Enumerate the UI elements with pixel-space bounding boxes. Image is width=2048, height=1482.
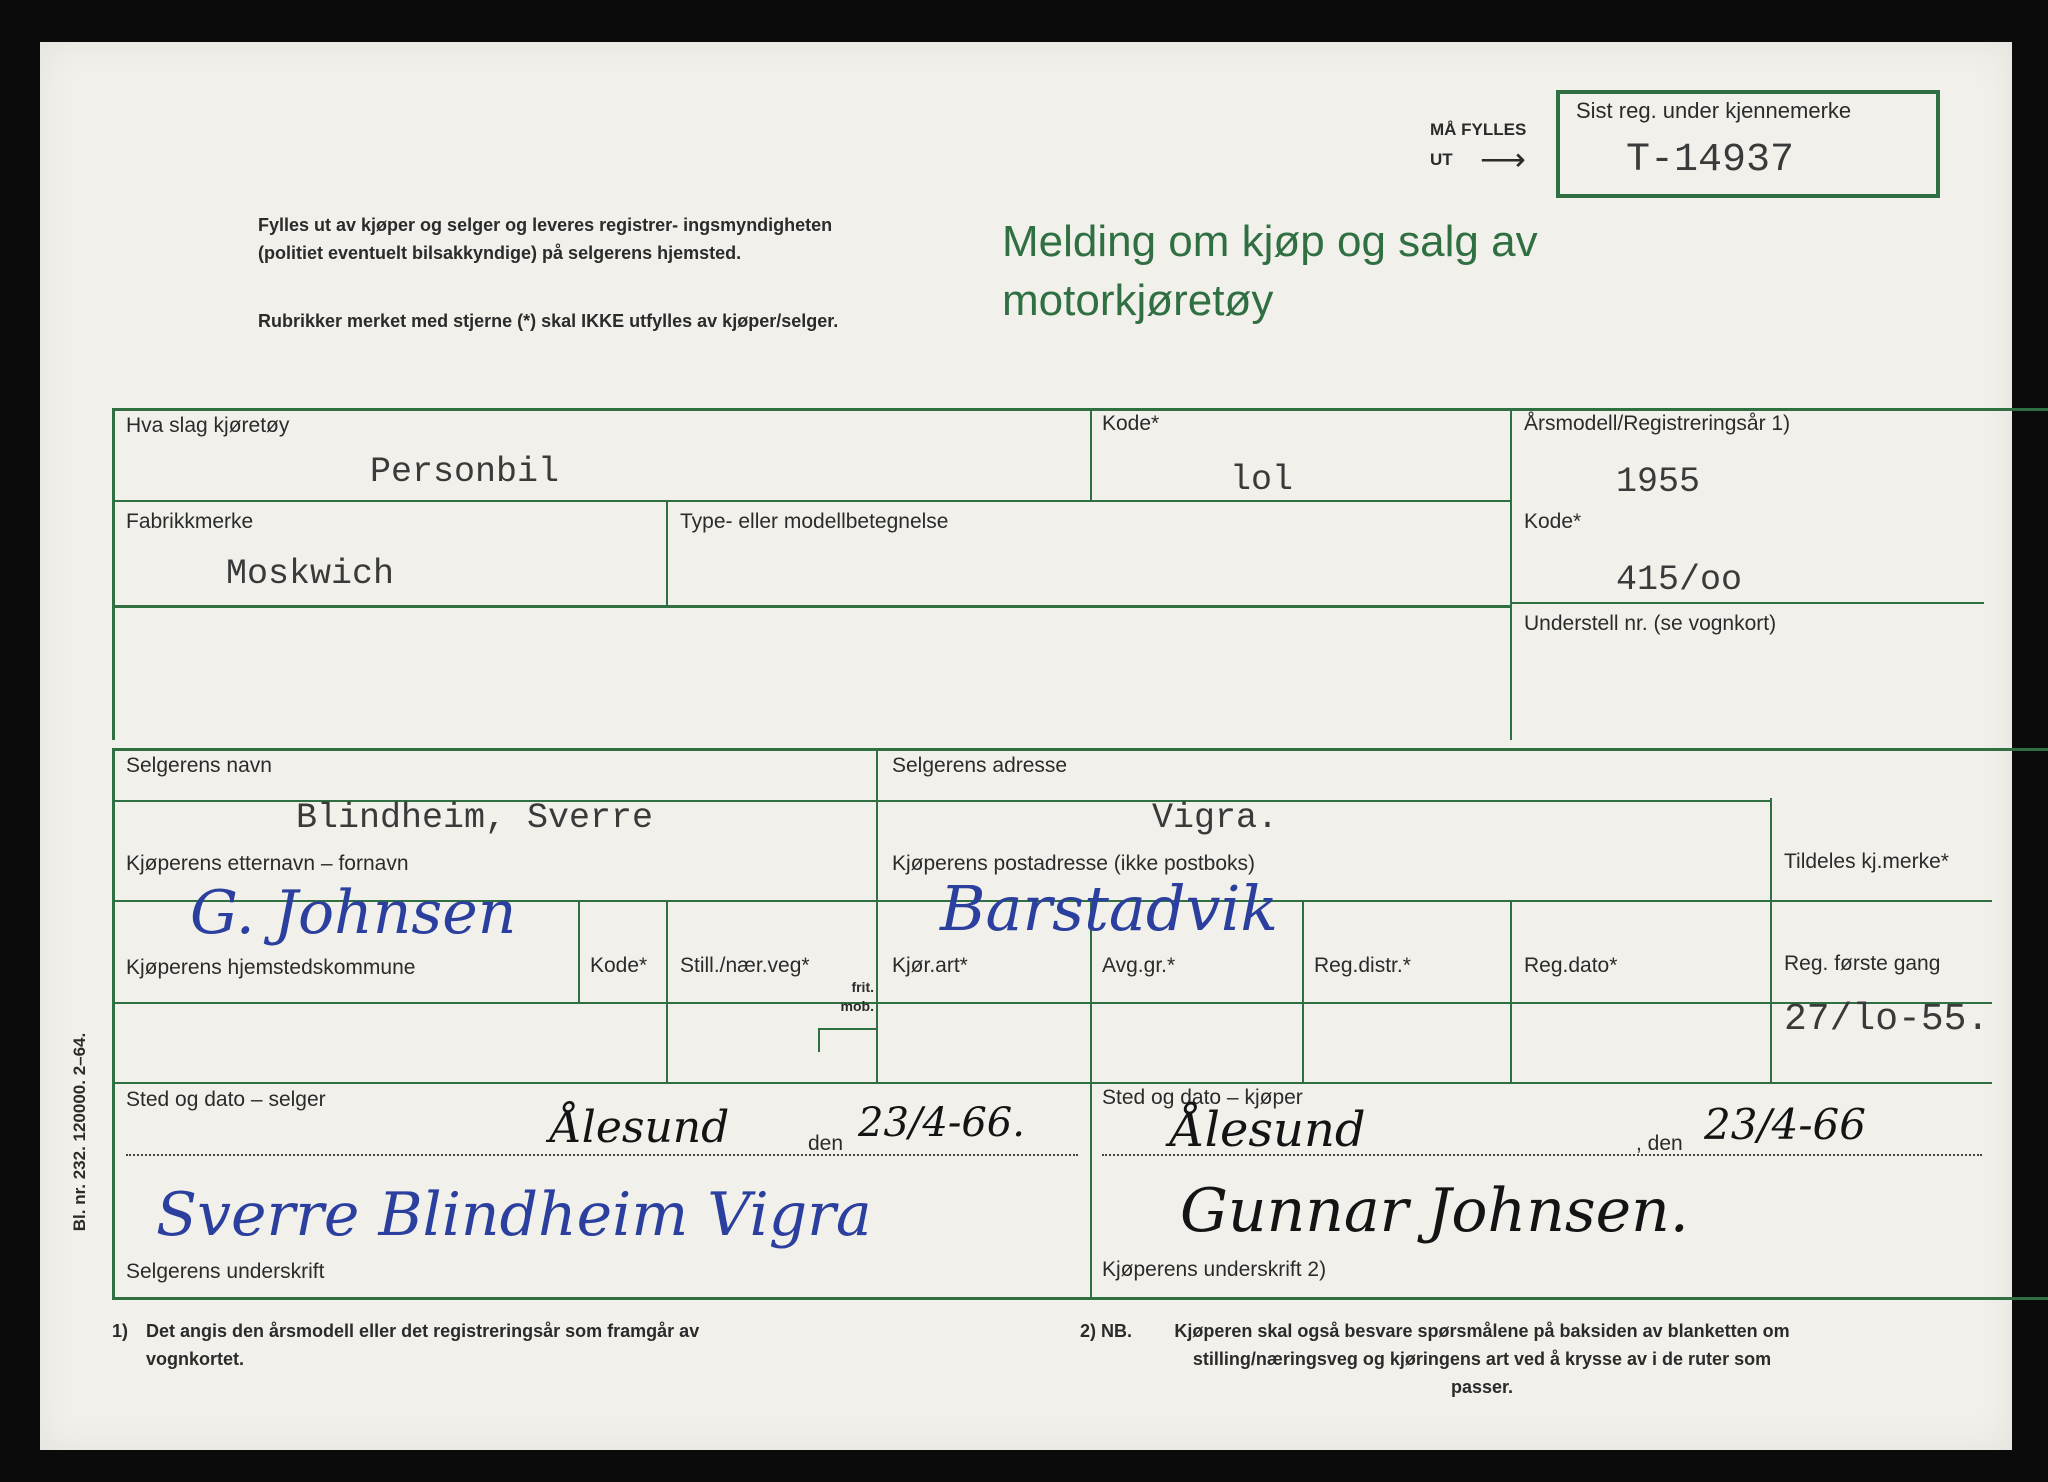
parties-col-regdato bbox=[1510, 900, 1512, 1084]
seller-den: den bbox=[808, 1132, 844, 1155]
kode2-label: Kode* bbox=[1524, 510, 1582, 533]
vehicle-col-divider-1 bbox=[1090, 408, 1092, 502]
seller-signature: Sverre Blindheim Vigra bbox=[156, 1180, 872, 1250]
make-value: Moskwich bbox=[226, 554, 395, 594]
chassis-label: Understell nr. (se vognkort) bbox=[1524, 612, 1777, 635]
form-sheet bbox=[40, 42, 2012, 1450]
footnote-1: Det angis den årsmodell eller det registreringsår som framgår av vognkortet. bbox=[146, 1321, 700, 1369]
kode2-value: 415/oo bbox=[1616, 560, 1743, 600]
vehicle-type-value: Personbil bbox=[370, 452, 560, 492]
parties-col-tildeles bbox=[1770, 798, 1772, 1084]
kode3-label: Kode* bbox=[590, 954, 648, 977]
vehicle-left-bottom bbox=[112, 605, 1512, 608]
arrow-right-icon: ⟶ bbox=[1480, 141, 1526, 177]
year-value: 1955 bbox=[1616, 462, 1701, 502]
seller-name-value: Blindheim, Sverre bbox=[296, 798, 654, 838]
kjorart-label: Kjør.art* bbox=[892, 954, 968, 977]
ut-label: UT bbox=[1430, 150, 1453, 169]
tildeles-label: Tildeles kj.merke* bbox=[1784, 850, 1949, 873]
form-title bbox=[1002, 212, 1538, 331]
regdato-label: Reg.dato* bbox=[1524, 954, 1618, 977]
buyer-address-label: Kjøperens postadresse (ikke postboks) bbox=[892, 852, 1255, 875]
parties-col-kjorart bbox=[1090, 900, 1092, 1300]
buyer-place-dots bbox=[1102, 1154, 1982, 1156]
regdistr-label: Reg.distr.* bbox=[1314, 954, 1411, 977]
vehicle-col-divider-3 bbox=[666, 502, 668, 606]
footnote-2: Kjøperen skal også besvare spørsmålene på baksiden av blanketten om stilling/næringsveg og kjøringens art ved å krysse av i de ruter som passer. bbox=[1174, 1321, 1790, 1397]
buyer-date: 23/4-66 bbox=[1704, 1100, 1866, 1149]
buyer-name-label: Kjøperens etternavn – fornavn bbox=[126, 852, 409, 875]
kode2-divider bbox=[1510, 602, 1984, 604]
seller-date: 23/4-66. bbox=[858, 1100, 1025, 1146]
footnote-2-num: 2) NB. bbox=[1080, 1321, 1133, 1341]
model-label: Type- eller modellbetegnelse bbox=[680, 510, 949, 533]
make-label: Fabrikkmerke bbox=[126, 510, 254, 533]
frit-mob-label: frit. mob. bbox=[840, 979, 874, 1014]
buyer-den: , den bbox=[1636, 1132, 1683, 1155]
ma-fylles-label: MÅ FYLLES bbox=[1430, 120, 1527, 139]
buyer-name-handwritten: G. Johnsen bbox=[190, 878, 517, 948]
year-label: Årsmodell/Registreringsår 1) bbox=[1524, 412, 1791, 435]
seller-place-label: Sted og dato – selger bbox=[126, 1088, 326, 1111]
parties-row-divider-c bbox=[112, 1002, 1992, 1004]
parties-col-avggr bbox=[1302, 900, 1304, 1084]
reg-forste-value: 27/lo-55. bbox=[1784, 998, 1990, 1041]
instructions-star-text: Rubrikker merket med stjerne (*) skal IKKE utfylles av kjøper/selger. bbox=[258, 311, 839, 331]
parties-col-kode3 bbox=[578, 900, 580, 1004]
buyer-sign-label: Kjøperens underskrift 2) bbox=[1102, 1258, 1327, 1281]
form-side-code: Bl. nr. 232. 120000. 2–64. bbox=[70, 1032, 89, 1232]
seller-address-value: Vigra. bbox=[1152, 798, 1279, 838]
frit-mob-checkbox[interactable] bbox=[818, 1028, 878, 1052]
title-line-2: motorkjøretøy bbox=[1002, 276, 1274, 326]
vehicle-row-divider bbox=[112, 500, 1512, 502]
seller-place: Ålesund bbox=[550, 1102, 730, 1153]
kommune-label: Kjøperens hjemstedskommune bbox=[126, 956, 416, 979]
buyer-address-handwritten: Barstadvik bbox=[940, 872, 1278, 945]
buyer-signature: Gunnar Johnsen. bbox=[1180, 1176, 1689, 1246]
footnote-1-num: 1) bbox=[112, 1321, 129, 1341]
avggr-label: Avg.gr.* bbox=[1102, 954, 1176, 977]
seller-sign-label: Selgerens underskrift bbox=[126, 1260, 325, 1283]
title-line-1: Melding om kjøp og salg av bbox=[1002, 217, 1538, 266]
instructions-text: Fylles ut av kjøper og selger og leveres registrer- ingsmyndigheten (politiet eventuelt bilsakkyndige) på selgerens hjemsted. bbox=[258, 215, 833, 263]
sist-reg-label: Sist reg. under kjennemerke bbox=[1576, 98, 1852, 123]
kode1-label: Kode* bbox=[1102, 412, 1160, 435]
seller-address-label: Selgerens adresse bbox=[892, 754, 1068, 777]
parties-col-stilling bbox=[666, 900, 668, 1084]
vehicle-col-divider-2 bbox=[1510, 408, 1512, 740]
vehicle-type-label: Hva slag kjøretøy bbox=[126, 414, 290, 437]
kode1-value: lol bbox=[1230, 460, 1294, 500]
reg-forste-label: Reg. første gang bbox=[1784, 952, 1941, 975]
parties-row-divider-d bbox=[112, 1082, 1992, 1084]
buyer-place: Ålesund bbox=[1170, 1102, 1366, 1158]
seller-name-label: Selgerens navn bbox=[126, 754, 272, 777]
buyer-place-label: Sted og dato – kjøper bbox=[1102, 1086, 1303, 1109]
stilling-label: Still./nær.veg* bbox=[680, 954, 810, 977]
sist-reg-value: T-14937 bbox=[1626, 138, 1795, 183]
seller-place-dots bbox=[126, 1154, 1078, 1156]
